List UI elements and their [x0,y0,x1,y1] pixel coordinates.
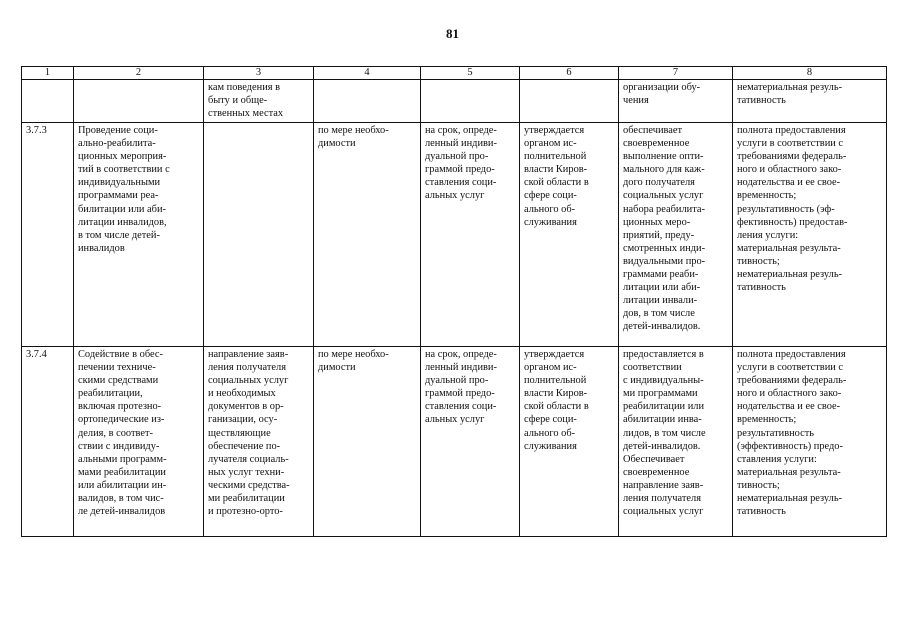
table-cell: на срок, опреде- ленный индиви- дуальной про- граммой предо- ставления соци- альных услуг [421,123,520,347]
table-cell: утверждается органом ис- полнительной власти Киров- ской области в сфере соци- ального об- служивания [520,123,619,347]
column-header: 4 [314,67,421,80]
table-row-3-7-4 [22,347,887,537]
table-cell [314,80,421,123]
column-header: 8 [733,67,887,80]
column-header: 5 [421,67,520,80]
table-cell: направление заяв- ления получателя социальных услуг и необходимых документов в ор- ганизации, осу- ществляющие обеспечение по- лучателя социаль- ных услуг техни- ческими средства- ми реабилитации и протезно-орто- [204,347,314,537]
table-cell: по мере необхо- димости [314,347,421,537]
services-table [21,66,887,537]
table-row-continuation [22,80,887,123]
column-header: 3 [204,67,314,80]
table-cell [204,123,314,347]
table-cell [22,80,74,123]
table-cell [421,80,520,123]
page-number: 81 [446,26,459,41]
table-row-3-7-3 [22,123,887,347]
table-cell: кам поведения в быту и обще- ственных местах [204,80,314,123]
column-header: 1 [22,67,74,80]
table-cell: полнота предоставления услуги в соответствии с требованиями федераль- ного и областного зако- нодательства и ее свое- временность; результативность (эффективность) предо- ставления услуги: материальная результа- тивность; нематериальная резуль- тативность [733,347,887,537]
table-cell: обеспечивает своевременное выполнение опти- мального для каж- дого получателя социальных услуг набора реабилита- ционных меро- приятий, преду- смотренных инди- видуальными про- граммами реаби- литации или аби- литации инвали- дов, в том числе детей-инвалидов. [619,123,733,347]
table-cell: утверждается органом ис- полнительной власти Киров- ской области в сфере соци- ального об- служивания [520,347,619,537]
column-header: 7 [619,67,733,80]
table-cell: по мере необхо- димости [314,123,421,347]
service-name-cell: Содействие в обес- печении техниче- скими средствами реабилитации, включая протезно- ортопедические из- делия, в соответ- ствии с индивиду- альными программ- мами реабилитации или абилитации ин- валидов, в том чис- ле детей-инвалидов [74,347,204,537]
service-name-cell: Проведение соци- ально-реабилита- ционных мероприя- тий в соответствии с индивидуальными программами реа- билитации или аби- литации инвалидов, в том числе детей- инвалидов [74,123,204,347]
table-cell [520,80,619,123]
table-cell: организации обу- чения [619,80,733,123]
table-cell: предоставляется в соответствии с индивидуальны- ми программами реабилитации или абилитации инва- лидов, в том числе детей-инвалидов. Обеспечивает своевременное направление заяв- ления получателя социальных услуг [619,347,733,537]
table-cell: на срок, опреде- ленный индиви- дуальной про- граммой предо- ставления соци- альных услуг [421,347,520,537]
row-number: 3.7.4 [22,347,74,537]
table-header-row [22,67,887,80]
column-header: 2 [74,67,204,80]
table-cell: полнота предоставления услуги в соответствии с требованиями федераль- ного и областного зако- нодательства и ее свое- временность; результативность (эф- фективность) предостав- ления услуги: материальная результа- тивность; нематериальная резуль- тативность [733,123,887,347]
column-header: 6 [520,67,619,80]
table-cell: нематериальная резуль- тативность [733,80,887,123]
row-number: 3.7.3 [22,123,74,347]
table-cell [74,80,204,123]
